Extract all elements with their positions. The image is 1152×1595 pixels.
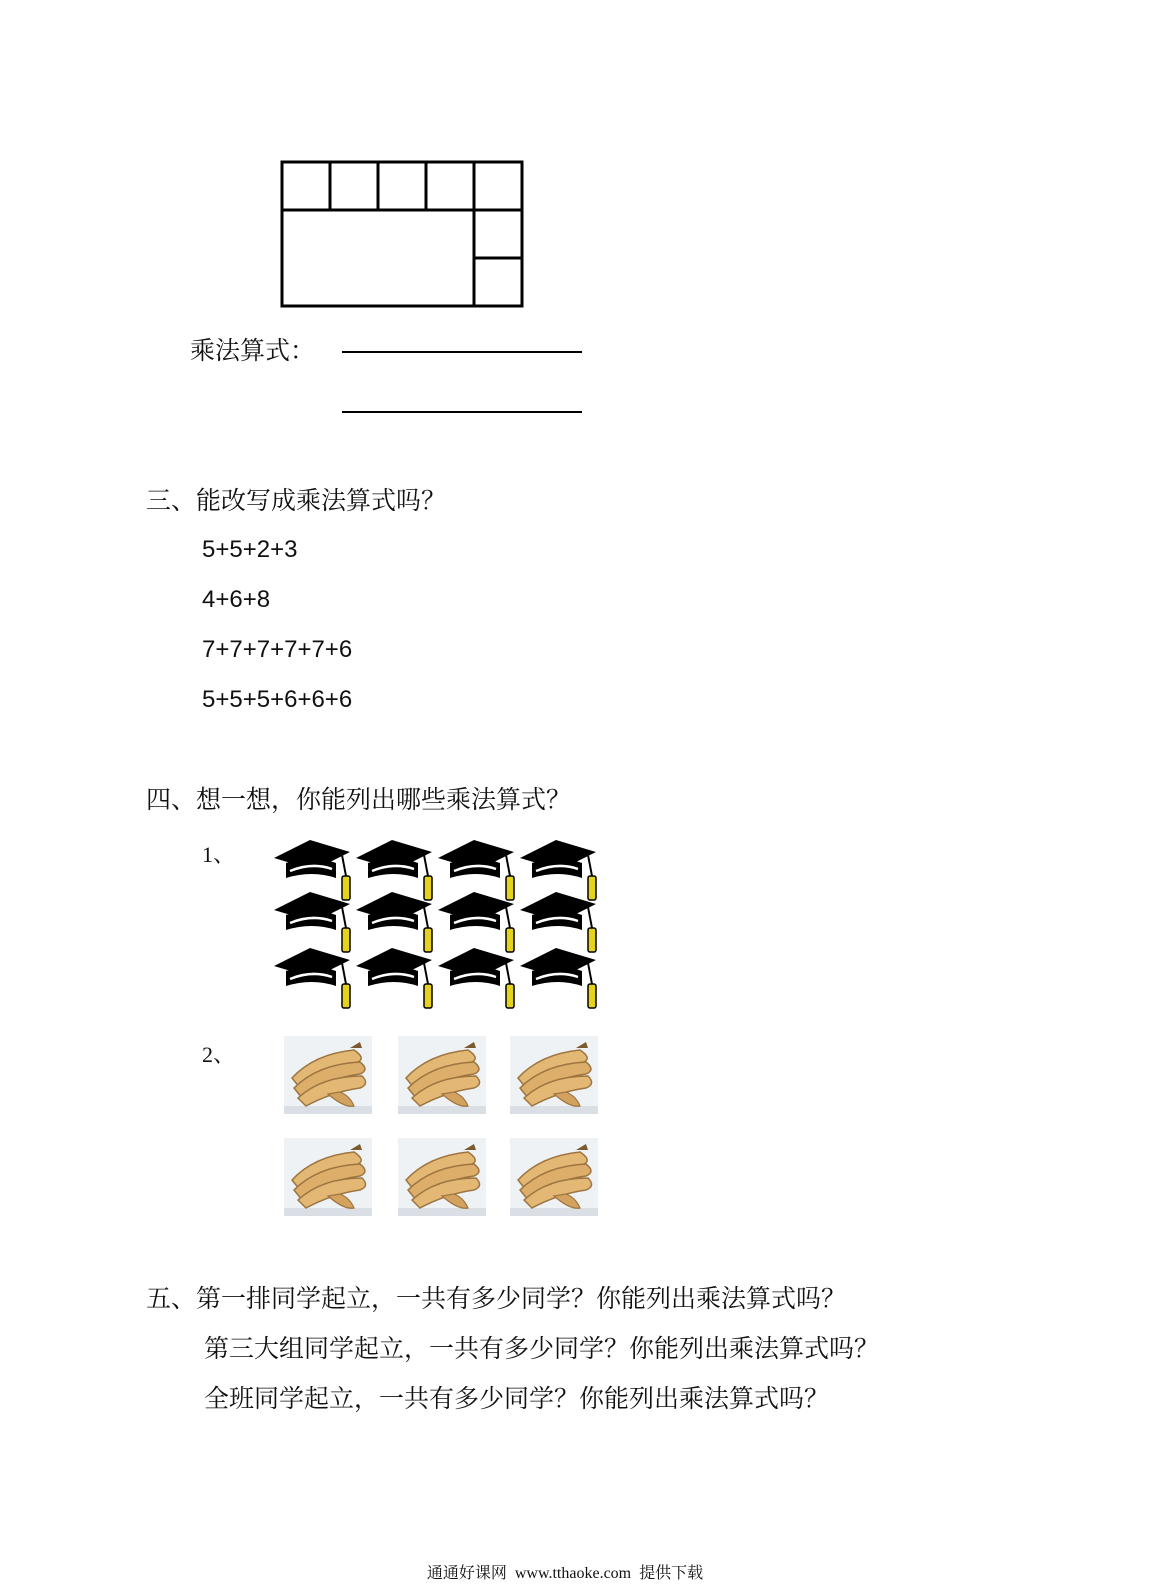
graduation-cap-icon [438, 948, 514, 1008]
graduation-cap-grid [272, 838, 612, 1018]
graduation-cap-icon [356, 892, 432, 952]
banana-bunch-icon [398, 1138, 486, 1216]
graduation-cap-icon [274, 840, 350, 900]
expression-1: 5+5+2+3 [202, 536, 298, 563]
graduation-cap-icon [438, 892, 514, 952]
section-5-question-3: 全班同学起立，一共有多少同学？你能列出乘法算式吗？ [204, 1384, 830, 1413]
graduation-cap-icon [274, 892, 350, 952]
graduation-cap-icon [438, 840, 514, 900]
rectangle-grid-figure [278, 158, 526, 310]
banana-bunch-icon [284, 1138, 372, 1216]
banana-grid [284, 1036, 604, 1220]
page-footer: 通通好课网 www.tthaoke.com 提供下载 [426, 1565, 704, 1582]
banana-bunch-icon [284, 1036, 372, 1114]
section-5-question-2: 第三大组同学起立，一共有多少同学？你能列出乘法算式吗？ [204, 1334, 880, 1363]
graduation-cap-icon [356, 948, 432, 1008]
section-3-title: 三、能改写成乘法算式吗？ [146, 486, 447, 515]
graduation-cap-icon [520, 948, 596, 1008]
item-1-label: 1、 [202, 842, 236, 867]
graduation-cap-icon [520, 840, 596, 900]
graduation-cap-icon [520, 892, 596, 952]
graduation-cap-icon [274, 948, 350, 1008]
banana-bunch-icon [510, 1138, 598, 1216]
banana-bunch-icon [510, 1036, 598, 1114]
multiplication-formula-label: 乘法算式： [190, 336, 316, 365]
answer-line[interactable] [342, 411, 582, 413]
graduation-cap-icon [356, 840, 432, 900]
expression-3: 7+7+7+7+7+6 [202, 636, 353, 663]
section-5-question-1: 五、第一排同学起立，一共有多少同学？你能列出乘法算式吗？ [146, 1284, 847, 1313]
answer-line[interactable] [342, 351, 582, 353]
expression-4: 5+5+5+6+6+6 [202, 686, 353, 713]
section-4-title: 四、想一想，你能列出哪些乘法算式？ [146, 785, 572, 814]
banana-bunch-icon [398, 1036, 486, 1114]
item-2-label: 2、 [202, 1042, 236, 1067]
expression-2: 4+6+8 [202, 586, 271, 613]
